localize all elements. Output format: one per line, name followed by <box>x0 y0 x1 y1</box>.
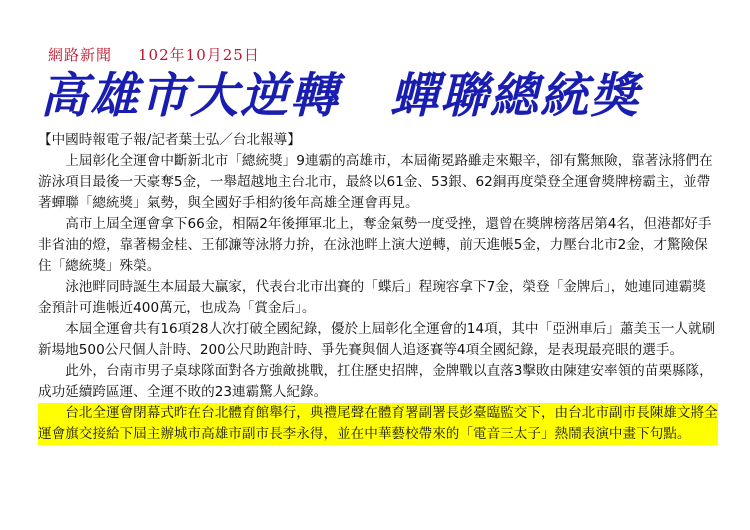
article-paragraph-1: 上屆彰化全運會中斷新北市「總統獎」9連霸的高雄市，本屆衛冕路雖走來艱辛，卻有驚無險，靠著泳將們在游泳項目最後一天豪奪5金，一舉超越地主台北市，最終以61金、53銀、62銅再度榮登全運會獎牌榜霸主，並帶著蟬聯「總統獎」氣勢，與全國好手相約後年高雄全運會再見。 <box>38 153 713 211</box>
news-header <box>48 44 260 65</box>
article-paragraph-5: 此外，台南市男子桌球隊面對各方強敵挑戰，扛住歷史招牌，金牌戰以直落3擊敗由陳建安率領的苗栗縣隊，成功延續跨區運、全運不敗的23連霸驚人紀錄。 <box>38 363 713 400</box>
news-source-label: 網路新聞 <box>48 46 113 64</box>
article-byline: 【中國時報電子報/記者葉士弘／台北報導】 <box>38 132 301 148</box>
article-paragraph-6-highlighted: 台北全運會閉幕式昨在台北體育館舉行，典禮尾聲在體育署副署長彭臺臨監交下，由台北市副市長陳雄文將全運會旗交接給下屆主辦城市高雄市副市長李永得，並在中華藝校帶來的「電音三太子」熱鬧表演中畫下句點。 <box>38 403 718 445</box>
article-paragraph-4: 本屆全運會共有16項28人次打破全國紀錄，優於上屆彰化全運會的14項，其中「亞洲車后」蕭美玉一人就刷新場地500公尺個人計時、200公尺助跑計時、爭先賽與個人追逐賽等4項全國紀錄，是表現最亮眼的選手。 <box>38 321 716 358</box>
article-headline: 高雄市大逆轉 蟬聯總統獎 <box>40 68 641 124</box>
news-date: 102年10月25日 <box>138 46 260 64</box>
article-paragraph-2: 高市上屆全運會拿下66金，相隔2年後揮軍北上，奪金氣勢一度受挫，還曾在獎牌榜落居第4名，但港都好手非省油的燈，靠著楊金桂、王郁濂等泳將力拚，在泳池畔上演大逆轉，前天進帳5金，力壓台北市2金，才驚險保住「總統獎」殊榮。 <box>38 216 712 274</box>
article-body <box>38 130 718 445</box>
article-paragraph-3: 泳池畔同時誕生本屆最大贏家，代表台北市出賽的「蝶后」程琬容拿下7金，榮登「金牌后」，她連同連霸獎金預計可進帳近400萬元，也成為「賞金后」。 <box>38 279 706 316</box>
